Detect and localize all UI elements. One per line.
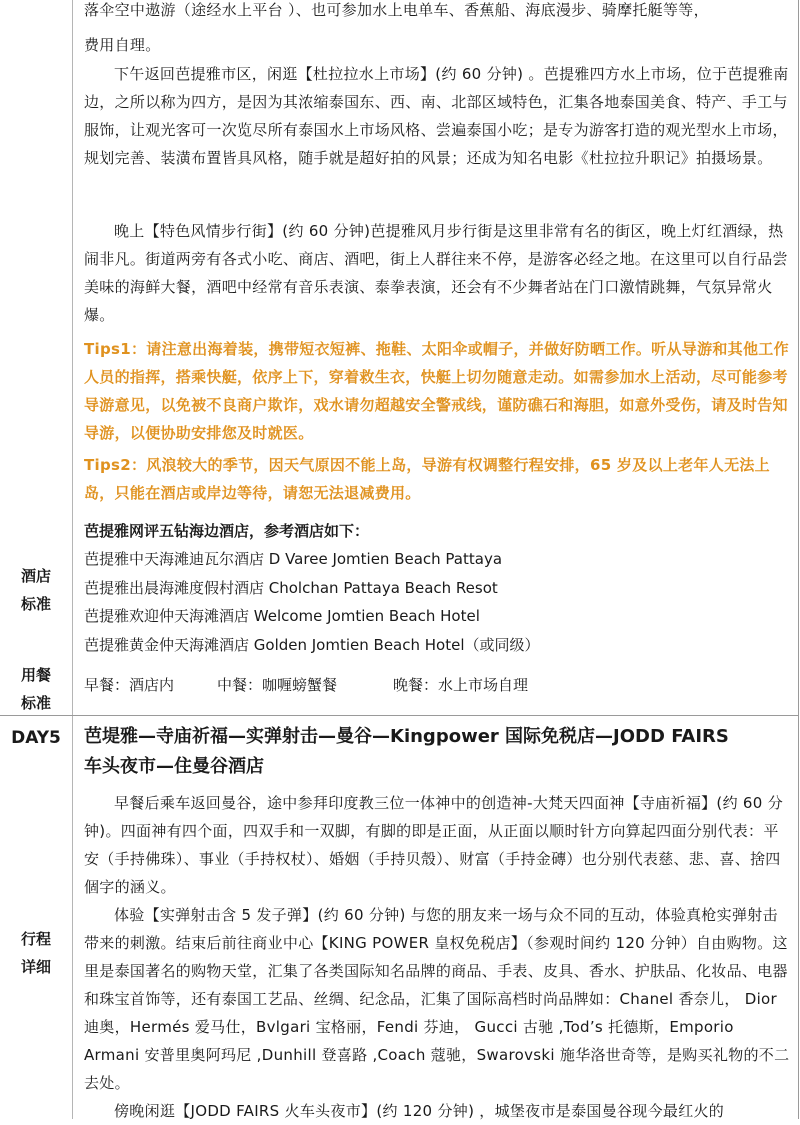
intro-line-2: 费用自理。 [84,36,161,54]
day5-paragraph-night-market: 傍晚闲逛【JODD FAIRS 火车头夜市】(约 120 分钟) ，城堡夜市是泰国曼谷现今最红火的 [114,1102,725,1120]
day5-paragraph-temple: 早餐后乘车返回曼谷，途中参拜印度教三位一体神中的创造神-大梵天四面神【寺庙祈福】(约 60 分钟)。四面神有四个面，四双手和一双脚，有脚的即是正面，从正面以顺时针方向算起四面分别代表：平安（手持佛珠）、事业（手持权杖）、婚姻（手持贝殼）、财富（手持金磚）也分别代表慈、悲、喜、捨四個字的涵义。 [84,794,783,896]
hotel-heading: 芭提雅网评五钻海边酒店，参考酒店如下： [84,522,370,540]
paragraph-walking-street: 晚上【特色风情步行街】(约 60 分钟)芭提雅风月步行街是这里非常有名的街区，晚上灯红酒绿，热闹非凡。街道两旁有各式小吃、商店、酒吧，街上人群往来不停，是游客必经之地。在这里可以自行品尝美味的海鲜大餐，酒吧中经常有音乐表演、泰拳表演，还会有不少舞者站在门口激情跳舞，气氛异常火爆。 [84,222,788,324]
day-label: DAY5 [11,728,61,748]
hotel-item: 芭提雅中天海滩迪瓦尔酒店 D Varee Jomtien Beach Pattaya [84,550,503,568]
hotel-label: 酒店 标准 [20,567,51,613]
day-title-line-1: 芭堤雅—寺庙祈福—实弹射击—曼谷—Kingpower 国际免税店—JODD FAIRS [84,726,729,747]
detail-label: 行程 详细 [20,930,51,976]
intro-line-1: 落伞空中遨游（途经水上平台 ）、也可参加水上电单车、香蕉船、海底漫步、骑摩托艇等等， [84,1,709,19]
meal-label: 用餐 标准 [20,666,51,712]
day-title-line-2: 车头夜市—住曼谷酒店 [84,756,264,777]
section-divider [0,715,798,716]
paragraph-market: 下午返回芭提雅市区，闲逛【杜拉拉水上市场】(约 60 分钟) 。芭提雅四方水上市场，位于芭提雅南边，之所以称为四方，是因为其浓缩泰国东、西、南、北部区域特色，汇集各地泰国美食、特产、手工与服饰，让观光客可一次览尽所有泰国水上市场风格、尝遍泰国小吃；是专为游客打造的观光型水上市场，规划完善、装潢布置皆具风格，随手就是超好拍的风景；还成为知名电影《杜拉拉升职记》拍摄场景。 [84,65,789,167]
column-divider [72,0,73,1119]
hotel-item: 芭提雅欢迎仲天海滩酒店 Welcome Jomtien Beach Hotel [84,607,480,625]
meal-row [84,671,784,699]
meal-breakfast: 早餐：酒店内 [84,676,175,694]
meal-lunch: 中餐：咖喱螃蟹餐 [217,676,338,694]
meal-dinner: 晚餐：水上市场自理 [393,676,529,694]
tips-2: Tips2：风浪较大的季节，因天气原因不能上岛，导游有权调整行程安排，65 岁及以上老年人无法上岛，只能在酒店或岸边等待，请恕无法退减费用。 [84,456,770,502]
day5-paragraph-shooting: 体验【实弹射击含 5 发子弹】(约 60 分钟) 与您的朋友来一场与众不同的互动，体验真枪实弹射击带来的刺激。结束后前往商业中心【KING POWER 皇权免税店】（参观时间约 120 分钟）自由购物。这里是泰国著名的购物天堂，汇集了各类国际知名品牌的商品、手表、皮具、香水、护肤品、化妆品、电器和珠宝首饰等，还有泰国工艺品、丝绸、纪念品，汇集了国际高档时尚品牌如：Chanel 香奈儿， Dior 迪奥，Hermés 爱马仕，Bvlgari 宝格丽，Fendi 芬迪， Gucci 古驰 ,Tod’s 托德斯，Emporio Armani 安普里奥阿玛尼 ,Dunhill 登喜路 ,Coach 蔻驰，Swarovski 施华洛世奇等，是购买礼物的不二去处。 [84,906,790,1092]
tips-1: Tips1：请注意出海着装，携带短衣短裤、拖鞋、太阳伞或帽子，并做好防晒工作。听从导游和其他工作人员的指挥，搭乘快艇，依序上下，穿着救生衣，快艇上切勿随意走动。如需参加水上活动，尽可能参考导游意见，以免被不良商户欺诈，戏水请勿超越安全警戒线，谨防礁石和海胆，如意外受伤，请及时告知导游，以便协助安排您及时就医。 [84,340,789,442]
hotel-item: 芭提雅黄金仲天海滩酒店 Golden Jomtien Beach Hotel（或同级） [84,636,540,654]
day-title [84,722,792,782]
hotel-item: 芭提雅出晨海滩度假村酒店 Cholchan Pattaya Beach Resot [84,579,498,597]
